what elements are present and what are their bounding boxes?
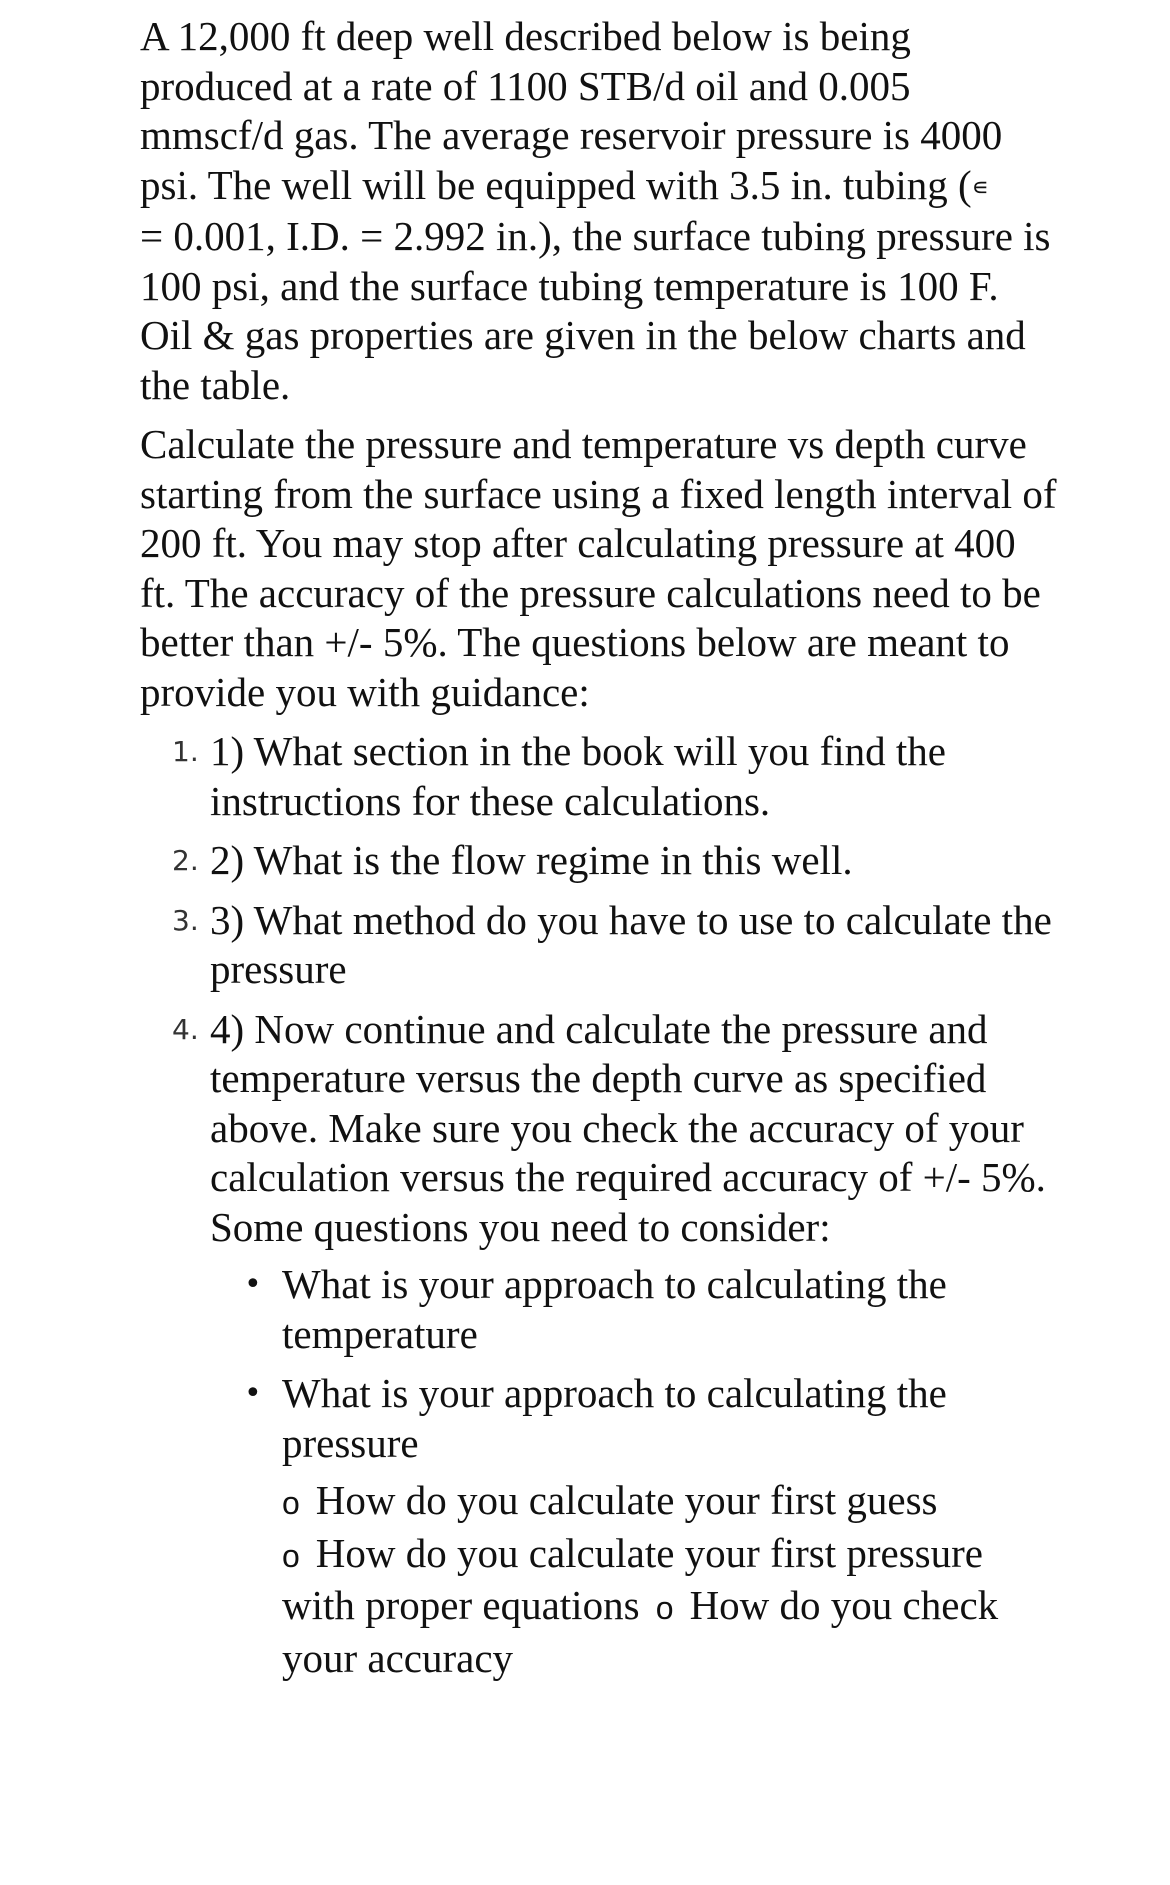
bullet-marker: • xyxy=(244,1267,262,1302)
sub-questions xyxy=(282,1476,1060,1683)
sub-question-text: How do you calculate your first guess xyxy=(315,1477,938,1523)
considerations-list xyxy=(210,1260,1060,1683)
sub-bullet-marker: o xyxy=(655,1590,674,1626)
guidance-questions xyxy=(140,727,1060,1683)
question-text: 3) What method do you have to use to calculate the pressure xyxy=(210,896,1052,992)
bullet-marker: • xyxy=(244,1376,262,1411)
question-item xyxy=(172,727,1060,826)
sub-question-text: How do you check your accuracy xyxy=(282,1582,999,1681)
question-text: 2) What is the flow regime in this well. xyxy=(210,837,853,883)
consideration-text: What is your approach to calculating the temperature xyxy=(282,1261,947,1357)
epsilon-symbol: ∊ xyxy=(971,172,989,201)
question-number: 4. xyxy=(172,1012,199,1046)
question-item xyxy=(172,836,1060,886)
question-number: 3. xyxy=(172,903,199,937)
question-number: 2. xyxy=(172,844,199,877)
consideration-item xyxy=(244,1369,1060,1683)
question-item xyxy=(172,896,1060,995)
sub-bullet-marker: o xyxy=(282,1537,300,1574)
consideration-text: What is your approach to calculating the pressure xyxy=(282,1370,947,1466)
task-instructions: Calculate the pressure and temperature vs depth curve starting from the surface using a fixed length interval of 200 ft. You may stop after calculating pressure at 400 ft. The accuracy of the pressure calculations need to be better than +/- 5%. The questions below are meant to provide you with guidance: xyxy=(140,421,1057,715)
sub-question-2 xyxy=(282,1529,1060,1684)
problem-document xyxy=(140,12,1060,1693)
consideration-item xyxy=(244,1260,1060,1359)
question-text: 1) What section in the book will you find the instructions for these calculations. xyxy=(210,728,946,824)
problem-statement-text: A 12,000 ft deep well described below is being produced at a rate of 1100 STB/d oil and 0.005 mmscf/d gas. The average reservoir pressure is 4000 psi. The well will be equipped with 3.5 in. tubing ( xyxy=(140,13,1003,208)
sub-bullet-marker: o xyxy=(282,1485,300,1521)
problem-statement xyxy=(140,12,1060,410)
sub-question-1 xyxy=(282,1476,1060,1529)
question-item xyxy=(172,1005,1060,1684)
problem-statement-text-cont: = 0.001, I.D. = 2.992 in.), the surface tubing pressure is 100 psi, and the surface tubing temperature is 100 F. Oil & gas properties are given in the below charts and the table. xyxy=(140,213,1051,408)
question-text: 4) Now continue and calculate the pressure and temperature versus the depth curve as specified above. Make sure you check the accuracy of your calculation versus the required accuracy of +/- 5%. Some questions you need to consider: xyxy=(210,1005,1046,1250)
question-number: 1. xyxy=(172,735,199,768)
sub-question-text: How do you calculate your first pressure with proper equations xyxy=(282,1529,983,1628)
